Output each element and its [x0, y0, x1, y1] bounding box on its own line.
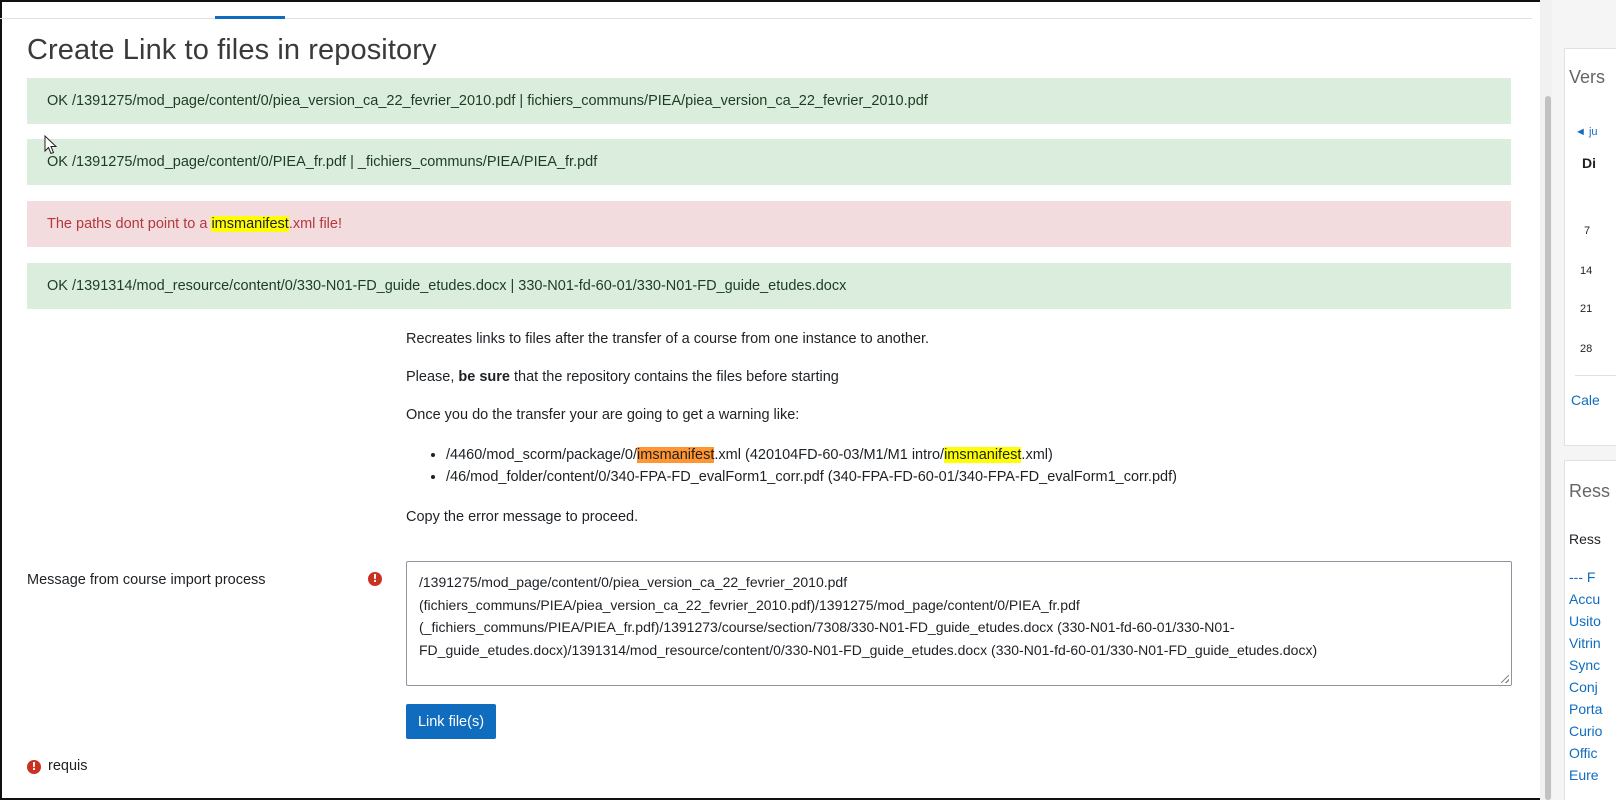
page-title: Create Link to files in repository	[27, 34, 437, 66]
calendar-day[interactable]: 21	[1580, 303, 1593, 315]
alert-text: The paths dont point to a imsmanifest.xml file!	[47, 216, 342, 232]
link-files-button[interactable]: Link file(s)	[406, 704, 496, 739]
alert-text: OK /1391275/mod_page/content/0/piea_version_ca_22_fevrier_2010.pdf | fichiers_communs/PIEA/piea_version_ca_22_fevrier_2010.pdf	[47, 93, 928, 109]
alert-success	[27, 139, 1511, 185]
alert-error	[27, 201, 1511, 247]
message-textarea-value: /1391275/mod_page/content/0/piea_version_ca_22_fevrier_2010.pdf (fichiers_communs/PIEA/piea_version_ca_22_fevrier_2010.pdf)/1391275/mod_page/content/0/PIEA_fr.pdf (_fichiers_communs/PIEA/PIEA_fr.pdf)/1391273/course/section/7308/330-N01-FD_guide_etudes.docx (330-N01-fd-60-01/330-N01-FD_guide_etudes.docx)/1391314/mod_resource/content/0/330-N01-FD_guide_etudes.docx (330-N01-fd-60-01/330-N01-FD_guide_etudes.docx)	[419, 574, 1318, 658]
list-item: • /46/mod_folder/content/0/340-FPA-FD_evalForm1_corr.pdf (340-FPA-FD-60-01/340-FPA-FD_evalForm1_corr.pdf)	[446, 466, 1506, 488]
intro-text: Recreates links to files after the transfer of a course from one instance to another.	[406, 331, 930, 347]
resource-link[interactable]: Vitrin	[1569, 635, 1601, 651]
search-highlight: imsmanifest	[944, 447, 1022, 463]
resource-link[interactable]: Porta	[1569, 701, 1603, 717]
resource-link[interactable]: Offic	[1569, 745, 1598, 761]
message-field-label: Message from course import process	[27, 572, 266, 588]
resource-link[interactable]: Usito	[1569, 613, 1601, 629]
right-sidebar	[1552, 0, 1616, 800]
warning-text: Please, be sure that the repository contains the files before starting	[406, 369, 839, 385]
calendar-day[interactable]: 7	[1584, 225, 1591, 237]
alert-text: OK /1391314/mod_resource/content/0/330-N01-FD_guide_etudes.docx | 330-N01-fd-60-01/330-N01-FD_guide_etudes.docx	[47, 278, 847, 294]
alert-success	[27, 263, 1511, 309]
required-note: requis	[48, 758, 88, 774]
required-icon: !	[368, 572, 382, 586]
active-tab-indicator[interactable]	[215, 16, 285, 19]
instructions	[406, 330, 1506, 546]
mouse-pointer-icon	[44, 135, 58, 155]
resource-link[interactable]: --- F	[1569, 569, 1596, 585]
resource-link[interactable]: Sync	[1569, 657, 1601, 673]
resource-link[interactable]: Accu	[1569, 591, 1601, 607]
day-header: Di	[1582, 155, 1596, 171]
transfer-note: Once you do the transfer your are going to get a warning like:	[406, 407, 800, 423]
resource-link[interactable]: Curio	[1569, 723, 1603, 739]
scrollbar-thumb[interactable]	[1545, 96, 1551, 800]
alert-text: OK /1391275/mod_page/content/0/PIEA_fr.pdf | _fichiers_communs/PIEA/PIEA_fr.pdf	[47, 154, 598, 170]
example-list	[406, 444, 1506, 488]
resize-handle-icon[interactable]	[1501, 675, 1509, 683]
alert-success	[27, 78, 1511, 124]
block-subtitle: Ress	[1569, 531, 1601, 547]
prev-month-link[interactable]: ◄ ju	[1575, 126, 1598, 138]
resources-block	[1564, 460, 1616, 800]
resource-link[interactable]: Conj	[1569, 679, 1598, 695]
divider	[1575, 375, 1616, 376]
proceed-text: Copy the error message to proceed.	[406, 509, 639, 525]
required-icon: !	[27, 760, 41, 774]
search-highlight: imsmanifest	[211, 216, 289, 232]
calendar-day[interactable]: 28	[1580, 343, 1593, 355]
block-title: Ress	[1569, 481, 1611, 501]
resource-link[interactable]: Eure	[1569, 767, 1599, 783]
message-textarea[interactable]	[406, 561, 1512, 686]
calendar-day[interactable]: 14	[1580, 265, 1593, 277]
search-highlight-current: imsmanifest	[637, 447, 715, 463]
list-item: • /4460/mod_scorm/package/0/imsmanifest.xml (420104FD-60-03/M1/M1 intro/imsmanifest.xml)	[446, 444, 1506, 466]
block-title: Vers	[1569, 67, 1606, 87]
full-calendar-link[interactable]: Cale	[1571, 392, 1600, 408]
calendar-block	[1564, 48, 1616, 446]
